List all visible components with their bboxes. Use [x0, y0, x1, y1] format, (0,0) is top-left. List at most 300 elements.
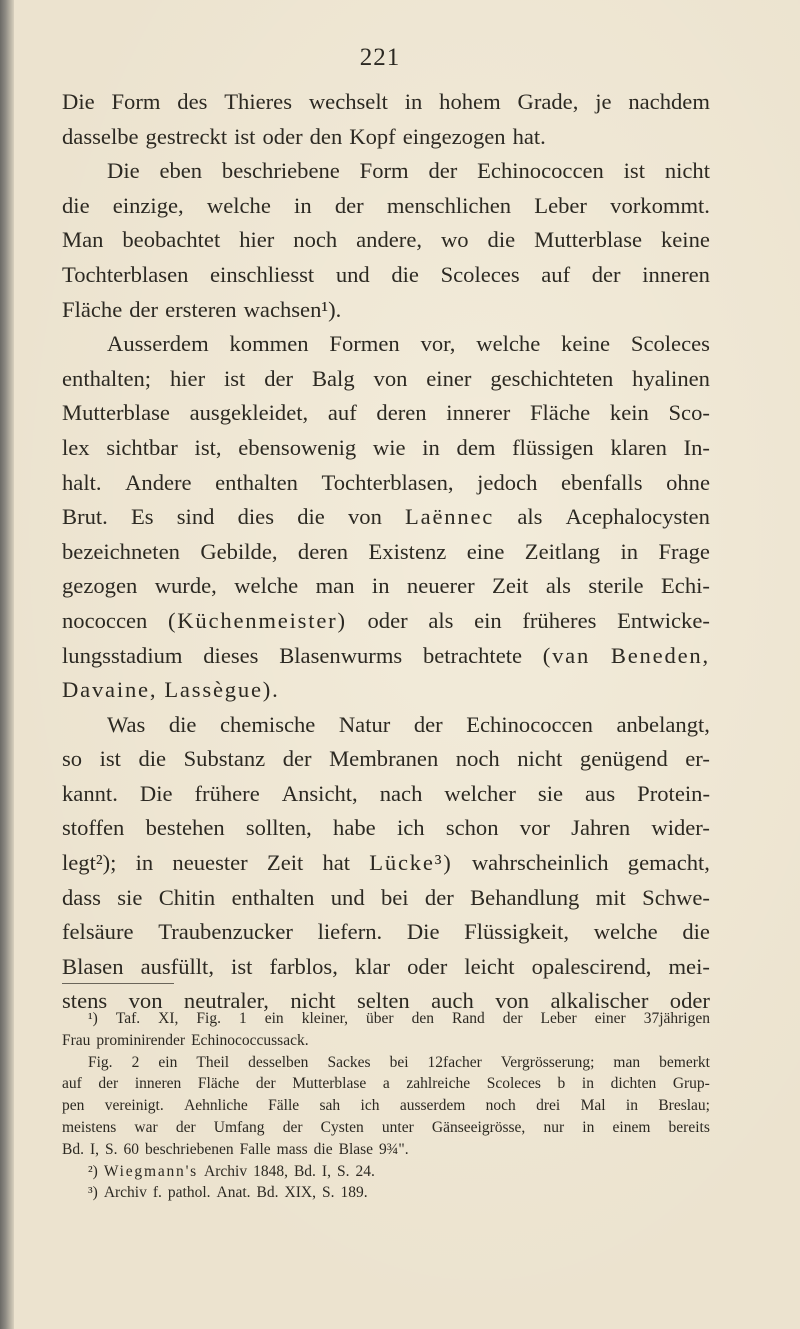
- footnote-line: [62, 1139, 710, 1161]
- word: ²): [88, 1162, 98, 1180]
- text-line: [62, 673, 710, 708]
- word: oder: [262, 123, 303, 149]
- word: der: [255, 1075, 276, 1093]
- word: Vergrösserung;: [500, 1053, 595, 1071]
- word: nicht: [517, 746, 563, 772]
- word: welcher: [444, 780, 516, 806]
- word: welche: [234, 573, 299, 599]
- word: von: [128, 988, 163, 1014]
- word: nachdem: [628, 89, 710, 114]
- word: enthalten: [215, 469, 298, 495]
- word: Was: [107, 711, 146, 737]
- word: Natur: [338, 711, 391, 737]
- word: lex: [62, 434, 90, 460]
- word: stens: [62, 988, 108, 1014]
- word: Fläche: [529, 400, 591, 426]
- word: Echinococcen: [466, 711, 593, 737]
- word: gezogen: [62, 573, 138, 599]
- word: Wiegmann's: [103, 1162, 199, 1180]
- word: 1848,: [253, 1162, 288, 1180]
- word: farblos,: [269, 953, 338, 979]
- word: ist: [231, 953, 253, 979]
- word: in: [625, 1097, 638, 1115]
- word: Acephalocysten: [565, 504, 710, 530]
- word: S.: [336, 1162, 350, 1180]
- word: Mutterblase: [62, 400, 170, 426]
- word: prominirender: [96, 1031, 186, 1049]
- footnote-line: [62, 1073, 710, 1095]
- word: Balg: [311, 365, 355, 391]
- word: andere,: [356, 227, 423, 253]
- word: Sackes: [327, 1053, 371, 1071]
- word: Umfang: [213, 1118, 265, 1136]
- word: 2: [131, 1053, 140, 1071]
- word: einer: [594, 1010, 626, 1027]
- word: welche: [593, 919, 658, 945]
- text-line: [62, 915, 710, 950]
- word: anbelangt,: [616, 711, 710, 737]
- word: enthalten;: [62, 365, 152, 391]
- word: hyalinen: [632, 365, 710, 391]
- word: die: [62, 192, 90, 218]
- footnote-line: [62, 1052, 710, 1074]
- word: keine: [660, 227, 710, 253]
- word: die: [297, 504, 325, 530]
- word: gemacht,: [627, 850, 710, 876]
- word: mit: [595, 884, 626, 910]
- word: auf: [541, 261, 571, 287]
- word: als: [428, 607, 454, 633]
- word: klaren: [610, 434, 667, 460]
- word: Die: [406, 919, 440, 945]
- word: Brut.: [62, 504, 108, 530]
- word: Ansicht,: [281, 780, 358, 806]
- word: hohem: [439, 89, 501, 114]
- word: in: [404, 89, 423, 114]
- word: Behandlung: [470, 884, 580, 910]
- page-number: 221: [359, 44, 401, 71]
- word: 37jährigen: [643, 1010, 710, 1027]
- word: Bd.: [62, 1140, 84, 1158]
- word: genügend: [579, 746, 668, 772]
- word: 1: [238, 1010, 247, 1027]
- text-line: [62, 362, 710, 397]
- word: Taf.: [115, 1010, 141, 1027]
- word: Fig.: [196, 1010, 221, 1027]
- word: deren: [297, 538, 349, 564]
- word: in: [371, 573, 390, 599]
- word: welche: [206, 192, 271, 218]
- word: dasselbe: [62, 123, 139, 149]
- word: mass: [276, 1140, 308, 1158]
- word: dichten: [610, 1075, 657, 1093]
- word: kleiner,: [301, 1010, 348, 1027]
- word: man: [315, 573, 355, 599]
- word: Gebilde,: [200, 538, 278, 564]
- text-line: [62, 569, 710, 604]
- word: flüssigen: [512, 434, 594, 460]
- word: Es: [131, 504, 154, 530]
- word: Zeitlang: [524, 538, 601, 564]
- word: Entwicke-: [617, 607, 710, 633]
- text-line: [62, 396, 710, 431]
- word: nach: [379, 780, 423, 806]
- word: eingezogen: [402, 123, 506, 149]
- word: Frau: [62, 1031, 91, 1049]
- word: Lücke³): [369, 850, 453, 876]
- word: Chitin: [158, 884, 216, 910]
- word: Grade,: [517, 89, 579, 114]
- word: meistens: [62, 1118, 117, 1136]
- word: liefern.: [317, 919, 383, 945]
- text-line: [62, 811, 710, 846]
- word: einzige,: [112, 192, 184, 218]
- word: der: [282, 746, 312, 772]
- word: ist: [223, 365, 246, 391]
- word: Jahren: [571, 815, 631, 841]
- word: in: [582, 1118, 595, 1136]
- word: deren: [376, 400, 427, 426]
- word: gestreckt: [145, 123, 228, 149]
- footnote-line: [62, 1030, 710, 1052]
- word: keine: [561, 331, 611, 357]
- word: pen: [62, 1097, 85, 1115]
- word: einer: [426, 365, 472, 391]
- word: Bd.: [256, 1184, 279, 1202]
- word: noch: [455, 746, 500, 772]
- word: Tochterblasen: [62, 261, 189, 287]
- word: wider-: [651, 815, 710, 841]
- word: ein: [158, 1053, 178, 1071]
- word: kommen: [229, 331, 309, 357]
- word: legt²);: [62, 850, 117, 876]
- word: 24.: [355, 1162, 375, 1180]
- word: alkalischer: [550, 988, 649, 1014]
- word: Echinococcussack.: [191, 1031, 309, 1049]
- word: der: [591, 261, 621, 287]
- word: Anat.: [216, 1184, 251, 1202]
- word: hat: [322, 850, 351, 876]
- word: bemerkt: [659, 1053, 710, 1071]
- word: enthalten: [231, 884, 315, 910]
- word: sollten,: [245, 815, 312, 841]
- word: von: [495, 988, 530, 1014]
- word: ich: [396, 815, 425, 841]
- page-binding-edge: [0, 0, 14, 1329]
- word: Mal: [580, 1097, 606, 1115]
- word: in: [422, 434, 440, 460]
- word: pathol.: [167, 1184, 211, 1202]
- word: Laënnec: [405, 504, 495, 530]
- word: Thieres: [224, 89, 292, 114]
- word: wo: [440, 227, 469, 253]
- word: drei: [536, 1097, 561, 1115]
- word: ³): [88, 1184, 98, 1202]
- word: Fläche: [197, 1075, 240, 1093]
- word: als: [517, 504, 543, 530]
- word: ausgekleidet,: [189, 400, 309, 426]
- word: Davaine,: [62, 677, 158, 703]
- word: als: [545, 573, 571, 599]
- word: Ausserdem: [107, 331, 209, 357]
- word: von: [347, 504, 382, 530]
- word: wachsen¹).: [243, 296, 342, 322]
- word: die: [682, 919, 710, 945]
- word: Zeit: [266, 850, 304, 876]
- word: Lassègue).: [164, 677, 280, 703]
- word: Grup-: [672, 1075, 710, 1093]
- word: sie: [537, 780, 564, 806]
- word: ebensowenig: [238, 434, 357, 460]
- word: auch: [431, 988, 474, 1014]
- text-line: [62, 120, 710, 155]
- word: Form: [111, 89, 161, 114]
- word: zahlreiche: [406, 1075, 471, 1093]
- word: den: [411, 1010, 434, 1027]
- text-line: [62, 189, 710, 224]
- word: Fälle: [268, 1097, 300, 1115]
- word: S.: [321, 1184, 335, 1202]
- word: Blasenwurms: [279, 642, 403, 668]
- word: Andere: [125, 469, 192, 495]
- word: der: [129, 296, 159, 322]
- word: schon: [445, 815, 499, 841]
- word: Mutterblase: [534, 227, 643, 253]
- word: welche: [476, 331, 541, 357]
- word: wahrscheinlich: [471, 850, 609, 876]
- word: sie: [117, 884, 143, 910]
- word: der: [334, 192, 364, 218]
- word: der: [413, 711, 443, 737]
- word: ist: [234, 123, 256, 149]
- word: nur: [543, 1118, 565, 1136]
- word: sind: [176, 504, 215, 530]
- word: jedoch: [477, 469, 538, 495]
- word: bezeichneten: [62, 538, 180, 564]
- word: ohne: [666, 469, 710, 495]
- word: desselben: [248, 1053, 309, 1071]
- word: betrachtete: [422, 642, 523, 668]
- word: in: [620, 538, 639, 564]
- word: vor,: [420, 331, 456, 357]
- footnote-line: [62, 1182, 710, 1204]
- word: menschlichen: [386, 192, 512, 218]
- word: sah: [319, 1097, 341, 1115]
- word: 60: [123, 1140, 140, 1158]
- word: wie: [372, 434, 406, 460]
- word: innerer: [446, 400, 511, 426]
- word: Breslau;: [658, 1097, 710, 1115]
- word: Sco-: [668, 400, 710, 426]
- word: ein: [474, 607, 502, 633]
- word: Membranen: [329, 746, 439, 772]
- word: Scoleces: [630, 331, 710, 357]
- word: Tochterblasen,: [321, 469, 454, 495]
- word: einschliesst: [210, 261, 315, 287]
- word: der: [98, 1075, 119, 1093]
- footnote-line: [62, 1095, 710, 1117]
- word: Die: [62, 89, 95, 114]
- word: XIX,: [284, 1184, 316, 1202]
- word: eine: [466, 538, 505, 564]
- footnote-line: [62, 1008, 710, 1030]
- word: auf: [62, 1075, 82, 1093]
- word: 189.: [340, 1184, 368, 1202]
- word: oder: [407, 953, 448, 979]
- word: so: [62, 746, 83, 772]
- text-line: [62, 258, 710, 293]
- word: stoffen: [62, 815, 125, 841]
- word: S.: [105, 1140, 118, 1158]
- word: der: [502, 1010, 523, 1027]
- word: hat.: [512, 123, 546, 149]
- word: Gänseeigrösse,: [431, 1118, 526, 1136]
- word: ebenfalls: [560, 469, 643, 495]
- word: sichtbar: [106, 434, 178, 460]
- word: oder: [367, 607, 408, 633]
- word: Kopf: [349, 123, 396, 149]
- word: Mutterblase: [292, 1075, 367, 1093]
- word: (Küchenmeister): [167, 607, 347, 633]
- word: bestehen: [145, 815, 225, 841]
- word: ersteren: [165, 296, 237, 322]
- word: inneren: [642, 261, 710, 287]
- text-line: [62, 535, 710, 570]
- word: chemische: [219, 711, 316, 737]
- word: dem: [456, 434, 496, 460]
- word: beschriebenen: [145, 1140, 234, 1158]
- word: frühere: [194, 780, 260, 806]
- word: nicht: [290, 988, 336, 1014]
- word: Leber: [540, 1010, 577, 1027]
- word: ein: [264, 1010, 284, 1027]
- text-line: [62, 431, 710, 466]
- word: klar: [354, 953, 391, 979]
- word: die: [391, 261, 419, 287]
- word: dies: [237, 504, 275, 530]
- word: selten: [356, 988, 410, 1014]
- word: Substanz: [183, 746, 266, 772]
- word: bei: [389, 1053, 409, 1071]
- main-text: [62, 85, 710, 1019]
- word: früheres: [522, 607, 597, 633]
- word: Schwe-: [642, 884, 710, 910]
- text-line: [62, 500, 710, 535]
- word: inneren: [134, 1075, 182, 1093]
- word: Flüssigkeit,: [464, 919, 569, 945]
- word: oder: [669, 988, 710, 1014]
- word: den: [309, 123, 343, 149]
- word: Die: [107, 158, 140, 184]
- word: der: [424, 884, 454, 910]
- word: die: [313, 1140, 333, 1158]
- word: Protein-: [637, 780, 710, 806]
- word: je: [595, 89, 612, 114]
- word: der: [264, 365, 294, 391]
- word: neuester: [172, 850, 248, 876]
- text-line: [62, 742, 710, 777]
- word: über: [366, 1010, 394, 1027]
- word: b: [557, 1075, 566, 1093]
- word: Falle: [239, 1140, 271, 1158]
- word: mei-: [668, 953, 710, 979]
- text-line: [62, 154, 710, 189]
- word: sterile: [588, 573, 644, 599]
- word: und: [335, 261, 370, 287]
- word: unter: [381, 1118, 414, 1136]
- footnote-line: [62, 1117, 710, 1139]
- footnote-rule: [62, 983, 174, 984]
- word: dieses: [203, 642, 259, 668]
- word: Frage: [658, 538, 710, 564]
- word: habe: [333, 815, 376, 841]
- word: Fläche: [62, 296, 123, 322]
- word: halt.: [62, 469, 102, 495]
- text-line: [62, 293, 710, 328]
- word: Echinococcen: [477, 158, 604, 184]
- word: der: [175, 1118, 196, 1136]
- text-line: [62, 708, 710, 743]
- word: Archiv: [103, 1184, 147, 1202]
- word: kannt.: [62, 780, 118, 806]
- word: war: [134, 1118, 158, 1136]
- word: Leber: [534, 192, 587, 218]
- word: beschriebene: [221, 158, 340, 184]
- word: die: [138, 746, 167, 772]
- word: er-: [685, 746, 710, 772]
- word: 12facher: [427, 1053, 482, 1071]
- word: Theil: [196, 1053, 230, 1071]
- word: in: [294, 192, 312, 218]
- word: Formen: [329, 331, 400, 357]
- word: ausfüllt,: [140, 953, 214, 979]
- word: kein: [609, 400, 649, 426]
- word: bereits: [668, 1118, 710, 1136]
- word: leicht: [464, 953, 515, 979]
- word: XI,: [158, 1010, 179, 1027]
- word: 9¾".: [379, 1140, 409, 1158]
- word: Cysten: [320, 1118, 364, 1136]
- word: und: [330, 884, 365, 910]
- word: Fig.: [88, 1053, 113, 1071]
- word: des: [177, 89, 208, 114]
- word: eben: [159, 158, 203, 184]
- word: vor: [519, 815, 550, 841]
- word: Beneden,: [610, 642, 710, 668]
- word: hier: [239, 227, 275, 253]
- word: In-: [683, 434, 710, 460]
- word: Rand: [451, 1010, 485, 1027]
- word: Traubenzucker: [158, 919, 293, 945]
- word: felsäure: [62, 919, 134, 945]
- word: wurde,: [154, 573, 217, 599]
- text-line: [62, 639, 710, 674]
- text-line: [62, 327, 710, 362]
- word: vereinigt.: [104, 1097, 164, 1115]
- word: aus: [585, 780, 616, 806]
- word: ist,: [194, 434, 222, 460]
- word: wechselt: [308, 89, 388, 114]
- word: Form: [359, 158, 409, 184]
- word: man: [613, 1053, 641, 1071]
- text-line: [62, 223, 710, 258]
- word: Existenz: [368, 538, 447, 564]
- word: Archiv: [204, 1162, 248, 1180]
- word: Bd.: [293, 1162, 316, 1180]
- word: lungsstadium: [62, 642, 183, 668]
- word: auf: [327, 400, 357, 426]
- word: hier: [169, 365, 206, 391]
